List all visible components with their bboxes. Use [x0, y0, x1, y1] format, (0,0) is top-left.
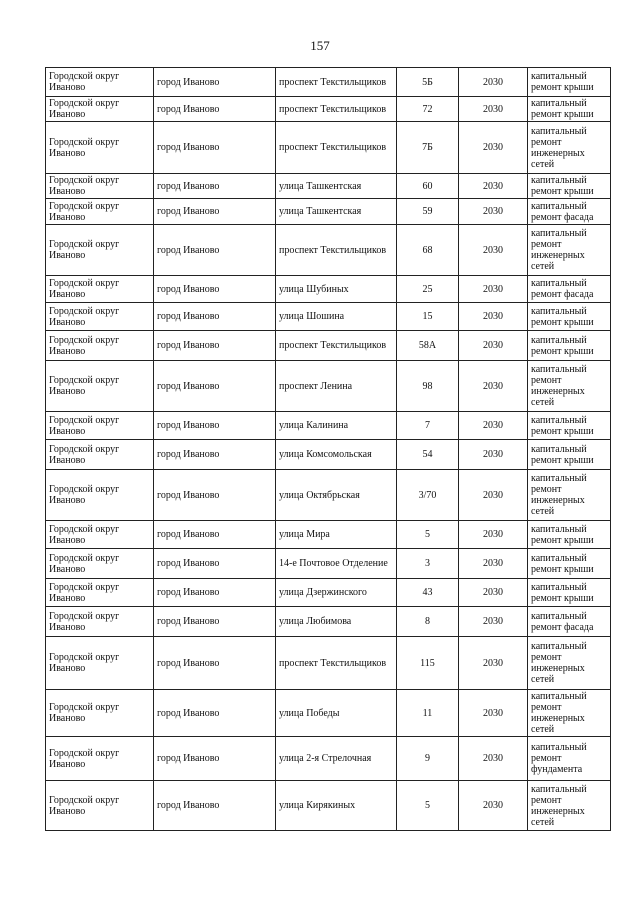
district-cell: Городской округ Иваново	[46, 122, 154, 174]
house-number-cell: 72	[397, 97, 459, 122]
street-cell: улица Ташкентская	[276, 199, 397, 225]
street-cell: улица Мира	[276, 521, 397, 549]
year-cell: 2030	[459, 781, 528, 831]
house-number-cell: 7	[397, 412, 459, 440]
house-number-cell: 5Б	[397, 68, 459, 97]
city-cell: город Иваново	[154, 470, 276, 521]
table-row	[46, 690, 611, 737]
table-row	[46, 607, 611, 637]
street-cell: проспект Текстильщиков	[276, 225, 397, 276]
year-cell: 2030	[459, 412, 528, 440]
city-cell: город Иваново	[154, 276, 276, 303]
year-cell: 2030	[459, 521, 528, 549]
table-row	[46, 174, 611, 199]
work-type-cell: капитальный ремонт крыши	[528, 97, 611, 122]
district-cell: Городской округ Иваново	[46, 737, 154, 781]
table-row	[46, 737, 611, 781]
work-type-cell: капитальный ремонт фасада	[528, 276, 611, 303]
table-row	[46, 549, 611, 579]
city-cell: город Иваново	[154, 412, 276, 440]
table-row	[46, 122, 611, 174]
year-cell: 2030	[459, 199, 528, 225]
year-cell: 2030	[459, 97, 528, 122]
house-number-cell: 5	[397, 781, 459, 831]
city-cell: город Иваново	[154, 579, 276, 607]
table-row	[46, 412, 611, 440]
work-type-cell: капитальный ремонт крыши	[528, 68, 611, 97]
district-cell: Городской округ Иваново	[46, 470, 154, 521]
district-cell: Городской округ Иваново	[46, 412, 154, 440]
house-number-cell: 60	[397, 174, 459, 199]
city-cell: город Иваново	[154, 122, 276, 174]
district-cell: Городской округ Иваново	[46, 174, 154, 199]
district-cell: Городской округ Иваново	[46, 607, 154, 637]
district-cell: Городской округ Иваново	[46, 579, 154, 607]
year-cell: 2030	[459, 276, 528, 303]
table-row	[46, 303, 611, 331]
year-cell: 2030	[459, 303, 528, 331]
house-number-cell: 5	[397, 521, 459, 549]
house-number-cell: 9	[397, 737, 459, 781]
table-row	[46, 781, 611, 831]
work-type-cell: капитальный ремонт инженерных сетей	[528, 637, 611, 690]
district-cell: Городской округ Иваново	[46, 68, 154, 97]
work-type-cell: капитальный ремонт инженерных сетей	[528, 690, 611, 737]
street-cell: улица Любимова	[276, 607, 397, 637]
street-cell: улица Комсомольская	[276, 440, 397, 470]
city-cell: город Иваново	[154, 303, 276, 331]
street-cell: проспект Текстильщиков	[276, 122, 397, 174]
house-number-cell: 25	[397, 276, 459, 303]
table-body	[46, 68, 611, 831]
house-number-cell: 59	[397, 199, 459, 225]
table-row	[46, 276, 611, 303]
year-cell: 2030	[459, 737, 528, 781]
house-number-cell: 15	[397, 303, 459, 331]
work-type-cell: капитальный ремонт фасада	[528, 607, 611, 637]
city-cell: город Иваново	[154, 199, 276, 225]
house-number-cell: 54	[397, 440, 459, 470]
street-cell: улица Кирякиных	[276, 781, 397, 831]
city-cell: город Иваново	[154, 361, 276, 412]
work-type-cell: капитальный ремонт фундамента	[528, 737, 611, 781]
year-cell: 2030	[459, 637, 528, 690]
table-row	[46, 521, 611, 549]
city-cell: город Иваново	[154, 331, 276, 361]
table-row	[46, 440, 611, 470]
year-cell: 2030	[459, 174, 528, 199]
work-type-cell: капитальный ремонт инженерных сетей	[528, 781, 611, 831]
work-type-cell: капитальный ремонт инженерных сетей	[528, 470, 611, 521]
street-cell: улица Ташкентская	[276, 174, 397, 199]
street-cell: улица 2-я Стрелочная	[276, 737, 397, 781]
street-cell: улица Победы	[276, 690, 397, 737]
district-cell: Городской округ Иваново	[46, 331, 154, 361]
year-cell: 2030	[459, 440, 528, 470]
street-cell: улица Калинина	[276, 412, 397, 440]
district-cell: Городской округ Иваново	[46, 97, 154, 122]
table-row	[46, 637, 611, 690]
city-cell: город Иваново	[154, 68, 276, 97]
house-number-cell: 11	[397, 690, 459, 737]
house-number-cell: 58А	[397, 331, 459, 361]
work-type-cell: капитальный ремонт фасада	[528, 199, 611, 225]
city-cell: город Иваново	[154, 440, 276, 470]
street-cell: проспект Ленина	[276, 361, 397, 412]
house-number-cell: 3	[397, 549, 459, 579]
year-cell: 2030	[459, 361, 528, 412]
year-cell: 2030	[459, 579, 528, 607]
table-row	[46, 361, 611, 412]
city-cell: город Иваново	[154, 174, 276, 199]
work-type-cell: капитальный ремонт крыши	[528, 331, 611, 361]
work-type-cell: капитальный ремонт крыши	[528, 303, 611, 331]
work-type-cell: капитальный ремонт крыши	[528, 440, 611, 470]
table-row	[46, 225, 611, 276]
table-row	[46, 199, 611, 225]
city-cell: город Иваново	[154, 97, 276, 122]
city-cell: город Иваново	[154, 225, 276, 276]
district-cell: Городской округ Иваново	[46, 303, 154, 331]
repair-schedule-table	[45, 67, 611, 831]
city-cell: город Иваново	[154, 637, 276, 690]
district-cell: Городской округ Иваново	[46, 361, 154, 412]
house-number-cell: 115	[397, 637, 459, 690]
district-cell: Городской округ Иваново	[46, 199, 154, 225]
district-cell: Городской округ Иваново	[46, 637, 154, 690]
page-number: 157	[310, 38, 330, 53]
work-type-cell: капитальный ремонт крыши	[528, 521, 611, 549]
city-cell: город Иваново	[154, 737, 276, 781]
street-cell: улица Шошина	[276, 303, 397, 331]
work-type-cell: капитальный ремонт инженерных сетей	[528, 225, 611, 276]
city-cell: город Иваново	[154, 690, 276, 737]
work-type-cell: капитальный ремонт крыши	[528, 174, 611, 199]
work-type-cell: капитальный ремонт инженерных сетей	[528, 122, 611, 174]
city-cell: город Иваново	[154, 607, 276, 637]
house-number-cell: 98	[397, 361, 459, 412]
year-cell: 2030	[459, 549, 528, 579]
street-cell: улица Шубиных	[276, 276, 397, 303]
work-type-cell: капитальный ремонт крыши	[528, 412, 611, 440]
district-cell: Городской округ Иваново	[46, 690, 154, 737]
table-row	[46, 331, 611, 361]
street-cell: проспект Текстильщиков	[276, 331, 397, 361]
house-number-cell: 43	[397, 579, 459, 607]
district-cell: Городской округ Иваново	[46, 225, 154, 276]
house-number-cell: 7Б	[397, 122, 459, 174]
street-cell: улица Дзержинского	[276, 579, 397, 607]
house-number-cell: 68	[397, 225, 459, 276]
district-cell: Городской округ Иваново	[46, 440, 154, 470]
street-cell: проспект Текстильщиков	[276, 68, 397, 97]
district-cell: Городской округ Иваново	[46, 781, 154, 831]
work-type-cell: капитальный ремонт инженерных сетей	[528, 361, 611, 412]
street-cell: улица Октябрьская	[276, 470, 397, 521]
table-row	[46, 470, 611, 521]
work-type-cell: капитальный ремонт крыши	[528, 579, 611, 607]
year-cell: 2030	[459, 470, 528, 521]
city-cell: город Иваново	[154, 521, 276, 549]
city-cell: город Иваново	[154, 549, 276, 579]
table-row	[46, 68, 611, 97]
year-cell: 2030	[459, 225, 528, 276]
house-number-cell: 3/70	[397, 470, 459, 521]
street-cell: 14-е Почтовое Отделение	[276, 549, 397, 579]
year-cell: 2030	[459, 607, 528, 637]
house-number-cell: 8	[397, 607, 459, 637]
table-row	[46, 579, 611, 607]
table-row	[46, 97, 611, 122]
city-cell: город Иваново	[154, 781, 276, 831]
year-cell: 2030	[459, 68, 528, 97]
district-cell: Городской округ Иваново	[46, 549, 154, 579]
district-cell: Городской округ Иваново	[46, 276, 154, 303]
year-cell: 2030	[459, 331, 528, 361]
district-cell: Городской округ Иваново	[46, 521, 154, 549]
year-cell: 2030	[459, 690, 528, 737]
year-cell: 2030	[459, 122, 528, 174]
street-cell: проспект Текстильщиков	[276, 637, 397, 690]
work-type-cell: капитальный ремонт крыши	[528, 549, 611, 579]
street-cell: проспект Текстильщиков	[276, 97, 397, 122]
